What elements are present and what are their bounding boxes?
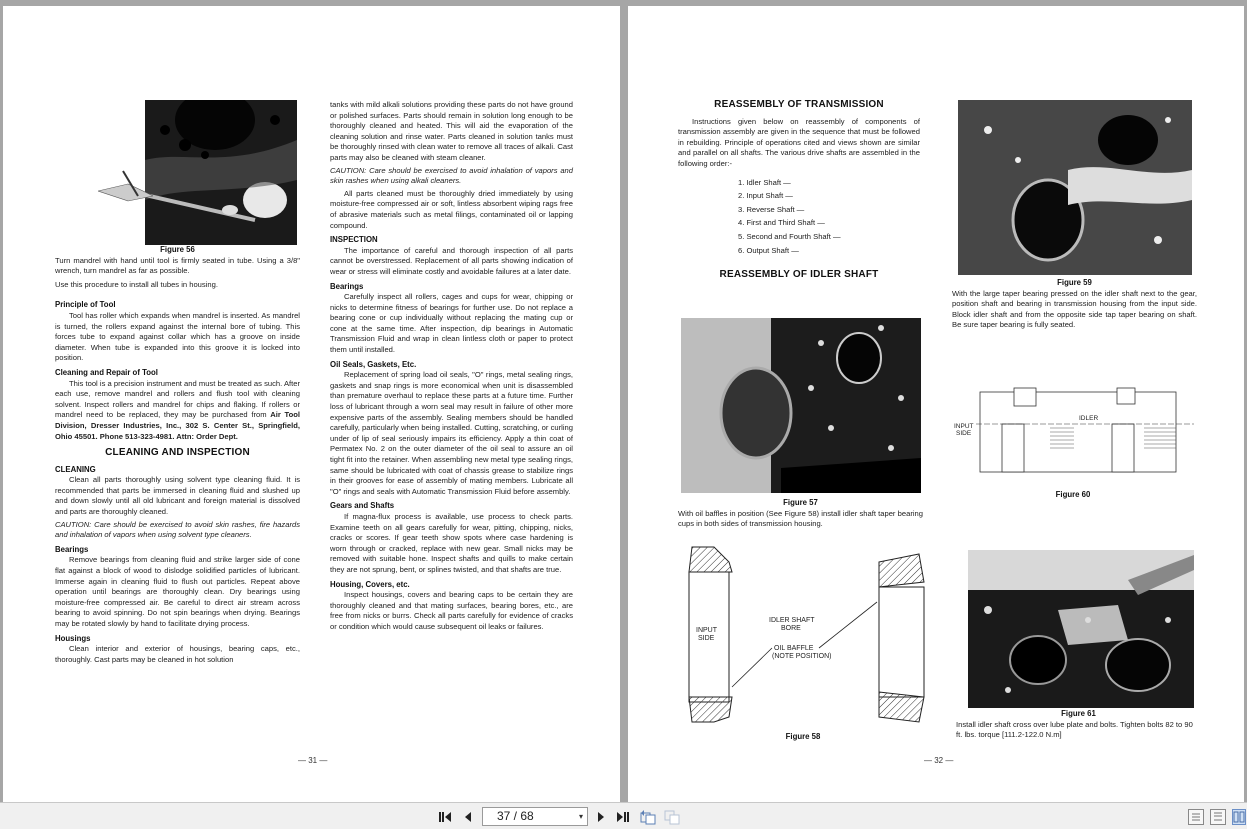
oil-seals-body: Replacement of spring load oil seals, "O" rings, metal sealing rings, gaskets and snap rings is more economical when unit is disassembled than premature overhaul to replace these parts at a future time. Further loss of lubricant through a worn seal may result in failure of other more expensive parts of the assembly. Sealing members should be handled carefully, particularly when being installed. Cutting, scratching, or curling under of lip of seal seriously impairs its efficiency. Apply a thin coat of Permatex No. 2 on the outer diameter of the oil seal to assure an oil tight fit into the retainer. When assembling new metal type sealing rings, same should be lubricated with coat of chassis grease to stabilize rings in their grooves for ease of assembly of mating members. Lubricate all "O" rings and seals with Automatic Transmission Fluid before assembly. bbox=[330, 370, 573, 496]
page-number-dropdown[interactable] bbox=[482, 807, 588, 826]
oil-seals-heading: Oil Seals, Gaskets, Etc. bbox=[330, 359, 417, 369]
page-number-31: — 31 — bbox=[298, 756, 328, 765]
cleaning-heading: CLEANING bbox=[55, 464, 96, 474]
page-number-32: — 32 — bbox=[924, 756, 954, 765]
figure-57-caption-block bbox=[678, 498, 923, 532]
page-31 bbox=[3, 6, 620, 802]
figure-56-caption: Figure 56 bbox=[160, 245, 195, 254]
step-item: 5. Second and Fourth Shaft — bbox=[738, 231, 841, 241]
figure-59-photo bbox=[958, 100, 1192, 275]
right-column-1 bbox=[678, 100, 920, 287]
next-view-icon bbox=[664, 809, 680, 825]
reassembly-intro: Instructions given below on reassembly of components of transmission assembly are given in the sequence that must be followed in rebuilding. Principle of operations cited and views shown are similar and parallel on all shafts. The various drive shafts are assembled in the following order:- bbox=[678, 116, 920, 168]
section-title-cleaning-inspection: CLEANING AND INSPECTION bbox=[105, 447, 250, 459]
figure-61-photo bbox=[968, 550, 1194, 708]
shaft-order-list bbox=[738, 178, 920, 257]
step-item: 1. Idler Shaft — bbox=[738, 177, 791, 187]
figure-58-caption: Figure 58 bbox=[785, 732, 821, 741]
svg-text:OIL BAFFLE: OIL BAFFLE bbox=[774, 645, 814, 652]
figure-58-diagram bbox=[684, 542, 934, 732]
gears-heading: Gears and Shafts bbox=[330, 501, 395, 511]
continuous-page-icon bbox=[1211, 810, 1225, 824]
gears-body: If magna-flux process is available, use process to check parts. Examine teeth on all gears carefully for wear, pitting, chipping, nicks, cracks or scores. If gear teeth show spots where case hardening is worn through or cracked, replace with new gear. Small nicks may be removed with suitable hone. Inspect shafts and quills to make certain they are not sprung, bent, or splines twisted, and that shafts are true. bbox=[330, 511, 573, 574]
hand-wrench-illustration bbox=[98, 166, 153, 216]
bearings-body: Remove bearings from cleaning fluid and strike larger side of cone flat against a block of wood to dislodge solidified particles of lubricant. Immerse again in cleaning fluid to flush out particles. Repeat above operation until bearings are thoroughly clean. Dry bearings using moisture-free compressed air. Be careful to direct air stream across bearing to avoid spinning. Do not spin bearings when drying. Bearings may be rotated slowly by hand to facilitate drying process. bbox=[55, 555, 300, 628]
transmission-photo-icon bbox=[145, 100, 297, 245]
bearings-heading: Bearings bbox=[55, 544, 89, 554]
single-page-icon bbox=[1189, 810, 1203, 824]
col2-p2: All parts cleaned must be thoroughly dried immediately by using moisture-free compressed air or soft, lintless absorbent wiping rags free of abrasive materials such as metal filings, contaminated oil or lapping compound. bbox=[330, 188, 573, 230]
inspection-heading: INSPECTION bbox=[330, 235, 378, 245]
navigation-toolbar bbox=[0, 802, 1247, 829]
col2-caution: CAUTION: Care should be exercised to avoid inhalation of vapors and skin rashes when using alkali cleaners. bbox=[330, 165, 573, 186]
idler-shaft-photo-icon bbox=[958, 100, 1192, 275]
step-item: 6. Output Shaft — bbox=[738, 245, 799, 255]
last-page-icon bbox=[616, 811, 630, 823]
left-column-2 bbox=[330, 100, 573, 635]
previous-page-icon bbox=[463, 811, 473, 823]
figure-57-caption: Figure 57 bbox=[783, 498, 818, 507]
reassembly-idler-title: REASSEMBLY OF IDLER SHAFT bbox=[719, 269, 879, 281]
figure-61-caption-block bbox=[956, 709, 1201, 743]
housing-photo-icon bbox=[681, 318, 921, 493]
last-page-button[interactable] bbox=[615, 809, 631, 825]
next-page-icon bbox=[596, 811, 606, 823]
principle-heading: Principle of Tool bbox=[55, 300, 116, 310]
svg-text:INPUT: INPUT bbox=[954, 423, 974, 430]
cleaning-repair-text: This tool is a precision instrument and must be treated as such. After each use, remove mandrel and rollers and flush tool with cleaning solvent. Inspect rollers and mandrel for chips and flaking. If rollers or mandrel need to be replaced, they may be purchased from bbox=[55, 378, 300, 420]
page-indicator: 37 / 68 bbox=[497, 809, 534, 823]
principle-body: Tool has roller which expands when mandrel is inserted. As mandrel is turned, the rollers expand against the internal bore of tubing. This forces tube to expand against collar which has a groove on inside diameter. When tube is expanded into this groove it is locked into position. bbox=[55, 310, 300, 363]
right-column-2 bbox=[952, 278, 1197, 333]
housing-covers-heading: Housing, Covers, etc. bbox=[330, 579, 410, 589]
reassembly-transmission-title: REASSEMBLY OF TRANSMISSION bbox=[714, 99, 884, 110]
step-item: 3. Reverse Shaft — bbox=[738, 204, 805, 214]
svg-text:IDLER SHAFT: IDLER SHAFT bbox=[769, 617, 815, 624]
figure-60-caption: Figure 60 bbox=[1055, 490, 1091, 499]
inspection-body: The importance of careful and thorough inspection of all parts cannot be overstressed. Replacement of all parts showing indication of wear or stress will eliminate costly and avoidable failures at a later date. bbox=[330, 245, 573, 276]
input-side-label: INPUT bbox=[696, 627, 717, 634]
continuous-view-button[interactable] bbox=[1210, 809, 1226, 825]
figure-61-caption: Figure 61 bbox=[1061, 709, 1096, 718]
facing-pages-view-button[interactable] bbox=[1232, 809, 1246, 825]
left-column-1 bbox=[55, 245, 300, 667]
inspection-bearings-heading: Bearings bbox=[330, 281, 364, 291]
chevron-down-icon: ▾ bbox=[578, 812, 583, 821]
figure-56-text-2: Use this procedure to install all tubes in housing. bbox=[55, 279, 218, 289]
figure-61-text: Install idler shaft cross over lube plate and bolts. Tighten bolts 82 to 90 ft. lbs. torque [111.2-122.0 N.m] bbox=[956, 719, 1193, 740]
housing-covers-body: Inspect housings, covers and bearing caps to be certain they are thoroughly cleaned and that mating surfaces, bearing bores, etc., are free from nicks or burrs. Check all parts carefully for evidence of cracks or condition which would cause subsequent oil leaks or failures. bbox=[330, 590, 573, 631]
cleaning-caution: CAUTION: Care should be exercised to avoid skin rashes, fire hazards and inhalation of vapors when using solvent type cleaners. bbox=[55, 519, 300, 540]
figure-59-text: With the large taper bearing pressed on the idler shaft next to the gear, position shaft and bearing in transmission housing from the input side. Block idler shaft and from the opposite side tap taper bearing on shaft. Be sure taper bearing is fully seated. bbox=[952, 288, 1197, 330]
step-item: 4. First and Third Shaft — bbox=[738, 218, 825, 228]
cleaning-repair-body bbox=[55, 379, 300, 443]
svg-text:(NOTE POSITION): (NOTE POSITION) bbox=[772, 653, 832, 660]
svg-text:SIDE: SIDE bbox=[698, 635, 715, 642]
figure-57-photo bbox=[681, 318, 921, 493]
single-page-view-button[interactable] bbox=[1188, 809, 1204, 825]
housings-body: Clean interior and exterior of housings, bearing caps, etc., thoroughly. Cast parts may be cleaned in hot solution bbox=[55, 644, 300, 664]
figure-60-diagram bbox=[954, 386, 1194, 481]
inspection-bearings-body: Carefully inspect all rollers, cages and cups for wear, chipping or nicks to determine fitness of bearings for further use. Do not replace a bearing cone or cup individually without replacing the mating cup or cone at the same time. After inspection, dip bearings in Automatic Transmission Fluid and wrap in clean lintless cloth or paper to protect them until installed. bbox=[330, 292, 573, 355]
supplier-contact: Air Tool Division, Dresser Industries, Inc., 302 S. Center St., Springfield, Ohio 45501. Phone 513-323-4981. Attn: Order Dept. bbox=[55, 410, 300, 441]
housings-heading: Housings bbox=[55, 633, 91, 643]
facing-pages-icon bbox=[1233, 810, 1245, 824]
cleaning-body: Clean all parts thoroughly using solvent type cleaning fluid. It is recommended that parts be immersed in cleaning fluid and slushed up and down slowly until all old lubricant and foreign material is dissolved and parts are thoroughly cleaned. bbox=[55, 475, 300, 517]
previous-page-button[interactable] bbox=[460, 809, 476, 825]
svg-text:BORE: BORE bbox=[781, 625, 801, 632]
cleaning-repair-heading: Cleaning and Repair of Tool bbox=[55, 367, 158, 377]
first-page-button[interactable] bbox=[437, 809, 453, 825]
first-page-icon bbox=[438, 811, 452, 823]
go-forward-view-button[interactable] bbox=[664, 809, 680, 825]
page-32 bbox=[628, 6, 1244, 802]
go-back-view-button[interactable] bbox=[640, 809, 656, 825]
next-page-button[interactable] bbox=[593, 809, 609, 825]
svg-text:IDLER: IDLER bbox=[1079, 415, 1099, 422]
lube-plate-photo-icon bbox=[968, 550, 1194, 708]
svg-text:SIDE: SIDE bbox=[956, 430, 972, 437]
col2-p1: tanks with mild alkali solutions providing these parts do not have ground or polished surfaces. Parts should remain in solution long enough to be thoroughly cleaned and heated. This will aid the evaporation of the cleaning solution and rinse water. Parts cleaned in solution tanks must be thoroughly rinsed with clean water to remove all traces of alkali. Cast parts may also be cleaned with steam cleaner. bbox=[330, 100, 573, 162]
figure-59-caption: Figure 59 bbox=[1057, 278, 1092, 287]
figure-57-text: With oil baffles in position (See Figure 58) install idler shaft taper bearing cups in both sides of transmission housing. bbox=[678, 508, 923, 529]
previous-view-icon bbox=[640, 809, 656, 825]
figure-56-photo bbox=[145, 100, 297, 245]
step-item: 2. Input Shaft — bbox=[738, 191, 793, 201]
figure-56-text: Turn mandrel with hand until tool is firmly seated in tube. Using a 3/8" wrench, turn mandrel as far as possible. bbox=[55, 255, 300, 276]
